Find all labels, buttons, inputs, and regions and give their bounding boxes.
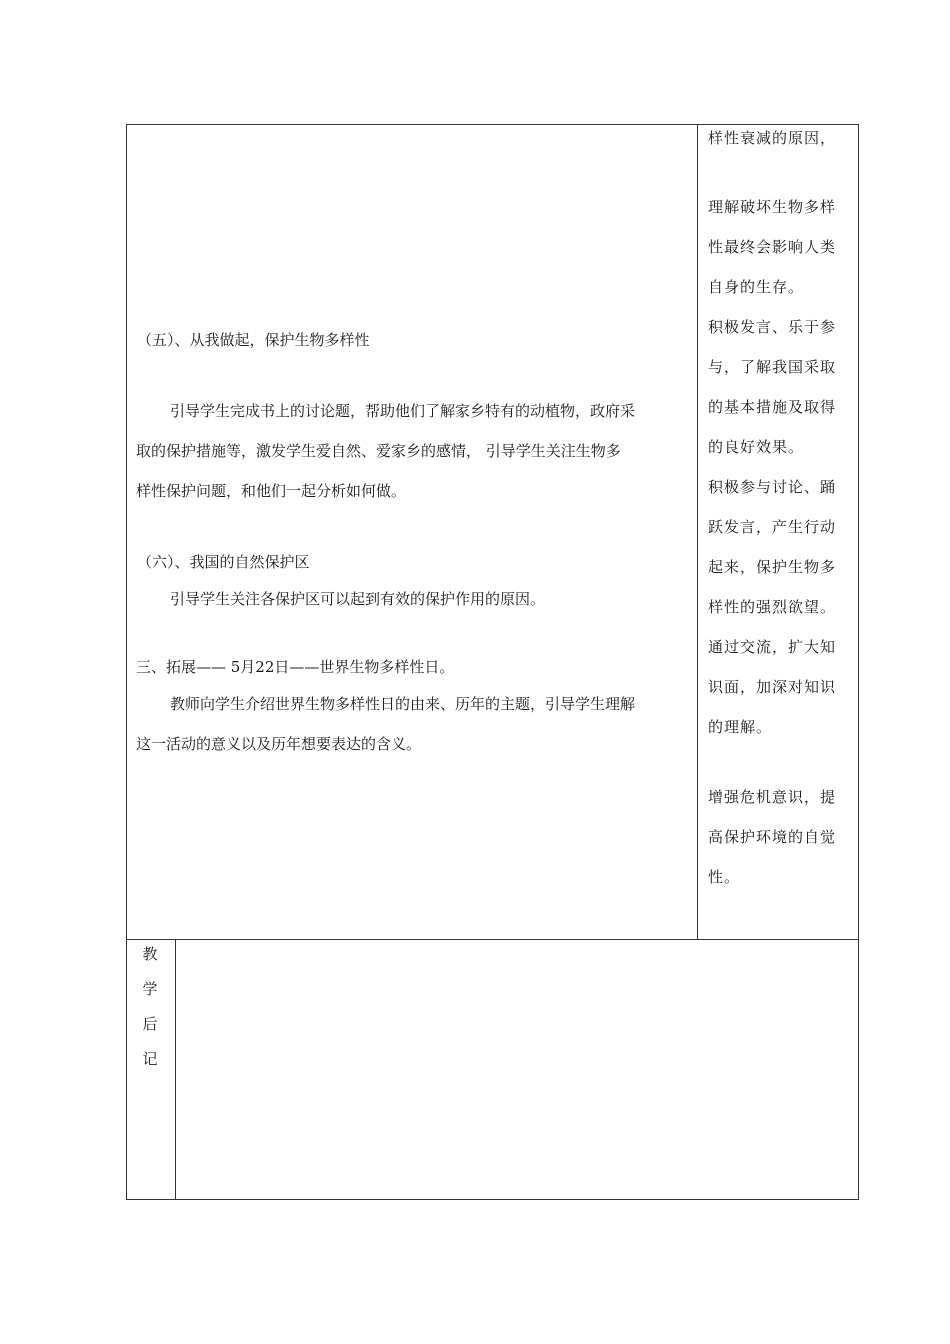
section3-line-2: 这一活动的意义以及历年想要表达的含义。	[136, 735, 422, 753]
side-line: 样性的强烈欲望。	[708, 598, 837, 616]
side-notes-b	[708, 187, 852, 747]
section3-heading: 三、拓展—— 5月22日——世界生物多样性日。	[136, 658, 455, 676]
side-line: 积极发言、乐于参	[708, 318, 837, 336]
side-notes-c	[708, 777, 852, 897]
side-line: 性。	[708, 868, 741, 886]
side-line: 起来，保护生物多	[708, 558, 837, 576]
side-line: 自身的生存。	[708, 278, 805, 296]
section5-body	[136, 391, 696, 511]
section3-line-1: 教师向学生介绍世界生物多样性日的由来、历年的主题，引导学生理解	[170, 695, 636, 713]
section3-body	[136, 684, 696, 764]
section5-line-1: 引导学生完成书上的讨论题，帮助他们了解家乡特有的动植物，政府采	[170, 402, 636, 420]
side-line: 与，了解我国采取	[708, 358, 837, 376]
side-line: 的良好效果。	[708, 438, 805, 456]
side-line: 识面，加深对知识	[708, 678, 837, 696]
side-line: 跃发言，产生行动	[708, 518, 837, 536]
label-column-divider	[175, 939, 176, 1200]
side-line: 高保护环境的自觉	[708, 828, 837, 846]
column-divider	[697, 124, 698, 940]
table-right-border	[858, 124, 859, 1200]
row-divider	[126, 939, 859, 940]
section6-line: 引导学生关注各保护区可以起到有效的保护作用的原因。	[170, 590, 546, 608]
side-line: 理解破坏生物多样	[708, 198, 837, 216]
label-char: 记	[142, 1050, 158, 1068]
section6-heading: （六）、我国的自然保护区	[137, 553, 310, 571]
table-bottom-border	[126, 1199, 859, 1200]
side-line: 通过交流，扩大知	[708, 638, 837, 656]
table-left-border	[126, 124, 127, 1200]
side-notes-a	[708, 118, 852, 158]
side-line: 积极参与讨论、踊	[708, 478, 837, 496]
side-line: 的基本措施及取得	[708, 398, 837, 416]
label-char: 后	[142, 1015, 158, 1033]
label-char: 教	[142, 945, 158, 963]
section5-heading: （五）、从我做起，保护生物多样性	[137, 331, 370, 349]
label-char: 学	[142, 980, 158, 998]
side-line: 的理解。	[708, 718, 773, 736]
side-line: 性最终会影响人类	[708, 238, 837, 256]
side-line: 样性衰减的原因，	[708, 129, 837, 147]
teaching-reflection-label	[128, 937, 172, 1077]
teaching-reflection-content[interactable]	[177, 941, 857, 1198]
section5-line-3: 样性保护问题，和他们一起分析如何做。	[136, 482, 407, 500]
section5-line-2: 取的保护措施等，激发学生爱自然、爱家乡的感情， 引导学生关注生物多	[136, 442, 621, 460]
side-line: 增强危机意识，提	[708, 788, 837, 806]
